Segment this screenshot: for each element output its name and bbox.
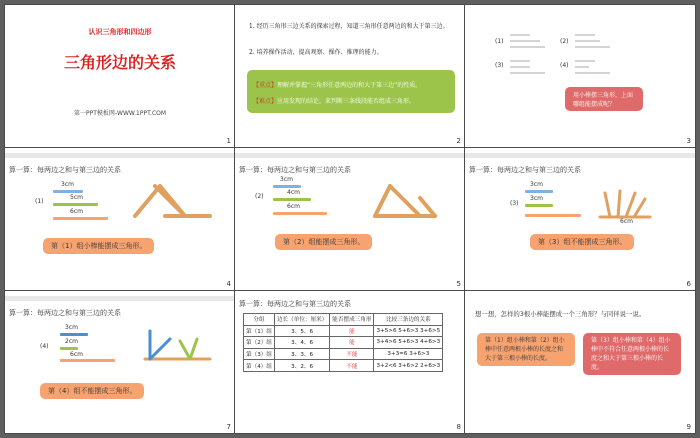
length-label-b: 2cm [65, 338, 78, 345]
table-cell: 3、3、6 [274, 348, 329, 360]
length-label-c: 6cm [287, 203, 300, 210]
result-callout: 第（1）组小棒能摆成三角形。 [43, 238, 154, 254]
slide-number: 2 [456, 137, 461, 145]
table-header: 比较三条边的关系 [374, 314, 443, 326]
table-cell: 3+2<6 3+6>2 2+6>3 [374, 360, 443, 372]
slide-thumbnail-2[interactable] [235, 5, 465, 147]
answer-callout-1: 第（1）组小棒和第（2）组小棒中任意两根小棒的长度之和大于第三根小棒的长度。 [477, 333, 575, 366]
table-row [244, 325, 443, 337]
triangle-sticks-illustration [125, 176, 225, 226]
key-tag: 【重点】 [253, 82, 278, 89]
slide-thumbnail-4[interactable] [5, 148, 235, 290]
slide-number: 1 [226, 137, 231, 145]
table-cell: 第（1）组 [244, 325, 275, 337]
slide-thumbnail-1[interactable] [5, 5, 235, 147]
group-label-1: (1) [495, 38, 504, 45]
slide-thumbnail-8[interactable] [235, 291, 465, 433]
slide-number: 7 [226, 423, 231, 431]
table-cell: 3、4、6 [274, 337, 329, 349]
slide-header: 算一算：每两边之和与第三边的关系 [9, 309, 121, 317]
slide-thumbnail-7[interactable] [5, 291, 235, 433]
slide-title: 三角形边的关系 [63, 53, 176, 72]
slide-number: 9 [686, 423, 691, 431]
table-cell: 3、2、6 [274, 360, 329, 372]
table-cell: 不能 [330, 360, 374, 372]
length-label-a: 3cm [280, 176, 293, 183]
group-label-2: (2) [560, 38, 569, 45]
length-label-a: 3cm [530, 181, 543, 188]
length-label-b: 3cm [530, 195, 543, 202]
length-label-c: 6cm [620, 218, 633, 225]
group-label-4: (4) [560, 62, 569, 69]
table-cell: 第（4）组 [244, 360, 275, 372]
triangle-sticks-illustration [365, 178, 455, 223]
slide-footer: 第一PPT模板网-WWW.1PPT.COM [73, 110, 167, 117]
slide-number: 8 [456, 423, 461, 431]
table-cell: 第（3）组 [244, 348, 275, 360]
slide-subtitle: 认识三角形和四边形 [88, 28, 152, 36]
group-label: (2) [255, 193, 264, 200]
table-cell: 3+3=6 3+6>3 [374, 348, 443, 360]
length-label-a: 3cm [61, 181, 74, 188]
table-header: 能否摆成三角形 [330, 314, 374, 326]
table-cell: 能 [330, 337, 374, 349]
table-cell: 能 [330, 325, 374, 337]
table-cell: 3、5、6 [274, 325, 329, 337]
table-cell: 3+4>6 5+6>3 4+6>3 [374, 337, 443, 349]
slide-thumbnail-6[interactable] [465, 148, 695, 290]
table-row [244, 337, 443, 349]
slide-number: 6 [686, 280, 691, 288]
goal-line-2: 2. 培养操作活动，提高观察、操作、推理的能力。 [249, 49, 383, 56]
slide-thumbnail-9[interactable] [465, 291, 695, 433]
fan-sticks-illustration [135, 321, 225, 366]
table-cell: 第（2）组 [244, 337, 275, 349]
table-row [244, 348, 443, 360]
fan-sticks-illustration [590, 183, 660, 223]
group-label: (4) [40, 343, 49, 350]
table-row [244, 360, 443, 372]
table-cell: 不能 [330, 348, 374, 360]
result-callout: 第（2）组能摆成三角形。 [275, 234, 372, 250]
length-label-c: 6cm [70, 208, 83, 215]
group-label-3: (3) [495, 62, 504, 69]
key-text: 理解并掌握“三角形任意两边的和大于第三边”的性质。 [277, 82, 422, 89]
result-callout: 第（3）组不能摆成三角形。 [530, 234, 634, 250]
slide-header: 算一算：每两边之和与第三边的关系 [239, 166, 351, 174]
slide-number: 5 [456, 280, 461, 288]
answer-callout-2: 第（3）组小棒和第（4）组小棒中不符合任意两根小棒的长度之和大于第三根小棒的长度。 [583, 333, 681, 375]
slide-number: 3 [686, 137, 691, 145]
slide-number: 4 [226, 280, 231, 288]
group-label: (1) [35, 198, 44, 205]
result-callout: 第（4）组不能摆成三角形。 [40, 383, 144, 399]
table-header: 边长（单位：厘米） [274, 314, 329, 326]
length-label-c: 6cm [70, 351, 83, 358]
question-callout: 用小棒摆三角形，上面哪组能摆成呢？ [565, 87, 643, 111]
length-label-b: 5cm [70, 194, 83, 201]
hard-text: 应用发现的结论，来判断三条线段能否组成三角形。 [277, 98, 416, 105]
question-text: 想一想，怎样的3根小棒能摆成一个三角形？与同伴说一说。 [475, 310, 646, 318]
table-cell: 3+5>6 5+6>3 3+6>5 [374, 325, 443, 337]
slide-header: 算一算：每两边之和与第三边的关系 [469, 166, 581, 174]
comparison-table [243, 313, 443, 372]
slide-thumbnail-5[interactable] [235, 148, 465, 290]
slide-thumbnail-3[interactable] [465, 5, 695, 147]
slide-header: 算一算：每两边之和与第三边的关系 [239, 300, 351, 308]
hard-tag: 【难点】 [253, 98, 278, 105]
goal-line-1: 1. 经历三角形三边关系的探索过程，知道三角形任意两边的和大于第三边。 [249, 23, 449, 30]
slide-header: 算一算：每两边之和与第三边的关系 [9, 166, 121, 174]
stick-groups-illustration [505, 23, 635, 83]
group-label: (3) [510, 200, 519, 207]
length-label-a: 3cm [65, 324, 78, 331]
key-box [247, 70, 455, 113]
table-header: 分组 [244, 314, 275, 326]
length-label-b: 4cm [287, 189, 300, 196]
